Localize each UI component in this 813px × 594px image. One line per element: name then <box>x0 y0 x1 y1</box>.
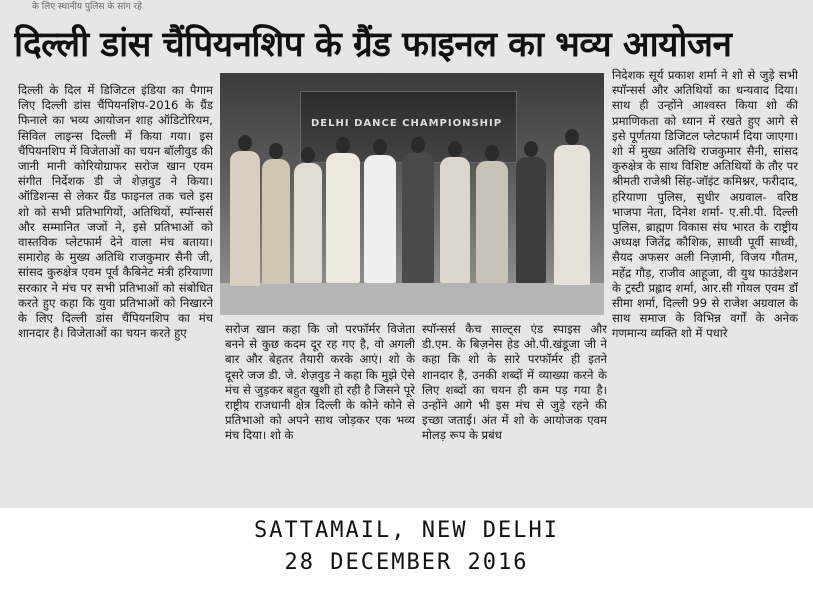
person-figure <box>230 151 260 286</box>
article-column-4: निदेशक सूर्य प्रकाश शर्मा ने शो से जुड़े सभी स्पॉन्सर्स और अतिथियों का धन्यवाद दिया। साथ ही उन्होंने आश्वस्त किया शो की प्रमाणिकता को ध्यान में रखते हुए आगे से इसे पूर्णतया डिजिटल प्लेटफार्म दिया जाएगा। शो में मुख्य अतिथि राजकुमार सैनी, सांसद कुरुक्षेत्र के साथ विशिष्ट अतिथियों के तौर पर श्रीमती राजेश्री सिंह-जॉइंट कमिश्नर, फरीदाद, हरियाणा पुलिस, सुधीर अग्रवाल- वरिष्ठ भाजपा नेता, दिनेश शर्मा- ए.सी.पी. दिल्ली पुलिस, ब्राह्मण विकास संघ भारत के राष्ट्रीय अध्यक्ष जितेंद्र कौशिक, साध्वी पूर्वी साध्वी, सैयद अफसर अली निज़ामी, विजय गौतम, महेंद्र गौड़, राजीव आहूजा, वी युथ फाउंडेशन के ट्रस्टी प्रह्लाद शर्मा, आर.सी गोयल एवम डॉ सीमा शर्मा, दिल्ली 99 से राजेश अग्रवाल के साथ समाज के विभिन्न वर्गों के अनेक गणमान्य व्यक्ति शो में पधारे <box>612 68 798 341</box>
person-figure <box>402 153 434 283</box>
person-head <box>485 145 499 161</box>
person-head <box>238 135 252 151</box>
person-head <box>373 139 387 155</box>
event-photo <box>220 73 604 315</box>
stage-banner-text: DELHI DANCE CHAMPIONSHIP <box>311 118 503 129</box>
person-head <box>269 143 283 159</box>
article-headline: दिल्ली डांस चैंपियनशिप के ग्रैंड फाइनल का भव्य आयोजन <box>14 25 732 65</box>
top-strip-text: के लिए स्थानीय पुलिस के सांग रहे <box>32 2 142 12</box>
article-column-2: सरोज खान कहा कि जो परफॉर्मर विजेता बनने से कुछ कदम दूर रह गए है, वो अगली बार और बेहतर तैयारी करके आएं। शो के दूसरे जज डी. जे. शेज़वुड ने कहा कि मुझे ऐसे मंच से जुड़कर बहुत खुशी हो रही है जिसने पूरे राष्ट्रीय राजधानी क्षेत्र दिल्ली के कोने कोने से प्रतिभाओ को अपने साथ जोड़कर एक भव्य मंच दिया। शो के <box>225 322 415 443</box>
person-figure <box>554 145 590 285</box>
person-figure <box>326 153 360 283</box>
person-head <box>524 141 538 157</box>
article-column-3: स्पॉन्सर्स कैच साल्ट्स एंड स्पाइस और डी.एम. के बिज़नेस हेड ओ.पी.खंडूजा जी ने कहा कि शो के सारे परफॉर्मर ही इतने शानदार है, उनकी शब्दों में व्याख्या करने के लिए शब्दों का चयन ही कम पड़ गया है। उन्होंने आगे भी इस मंच से जुड़े रहने की इच्छा जताई। अंत में शो के आयोजक एवम मोलड़ रूप के प्रबंध <box>422 322 607 443</box>
stage-floor <box>220 283 604 315</box>
person-head <box>411 137 425 153</box>
person-head <box>301 147 315 163</box>
article-column-1: दिल्ली के दिल में डिजिटल इंडिया का पैगाम लिए दिल्ली डांस चैंपियनशिप-2016 के ग्रैंड फिनाले का भव्य आयोजन शाह ऑडिटोरियम, सिविल लाइन्स दिल्ली में किया गया। इस चैंपियनशिप में विजेताओं का चयन बॉलीवुड की जानी मानी कोरियोग्राफर सरोज खान एवम संगीत निर्देशक डी जे शेज़वुड ने किया। ऑडिशन्स से लेकर ग्रैंड फाइनल तक चले इस शो को सभी प्रतिभागियों, अतिथियों, स्पॉन्सर्स और सम्मानित जजों ने, इसे प्रतिभाओं को वास्तविक प्लेटफार्म देने वाला मंच बताया। समारोह के मुख्य अतिथि राजकुमार सैनी जी, सांसद कुरुक्षेत्र एवम पूर्व कैबिनेट मंत्री हरियाणा सरकार ने मंच पर सभी प्रतिभाओं को संबोधित करते हुए कहा कि युवा प्रतिभाओं को निखारने के लिए दिल्ली डांस चैंपियनशिप का मंच शानदार है। विजेताओं का चयन करते हुए <box>18 83 213 341</box>
publication-name: SATTAMAIL, NEW DELHI <box>254 518 559 543</box>
person-figure <box>364 155 396 283</box>
person-figure <box>294 163 322 283</box>
person-figure <box>476 161 508 283</box>
person-head <box>448 141 462 157</box>
publication-date: 28 DECEMBER 2016 <box>284 550 529 575</box>
person-head <box>336 137 350 153</box>
person-figure <box>262 159 290 284</box>
person-figure <box>516 157 546 283</box>
person-figure <box>440 157 470 283</box>
person-head <box>565 129 579 145</box>
